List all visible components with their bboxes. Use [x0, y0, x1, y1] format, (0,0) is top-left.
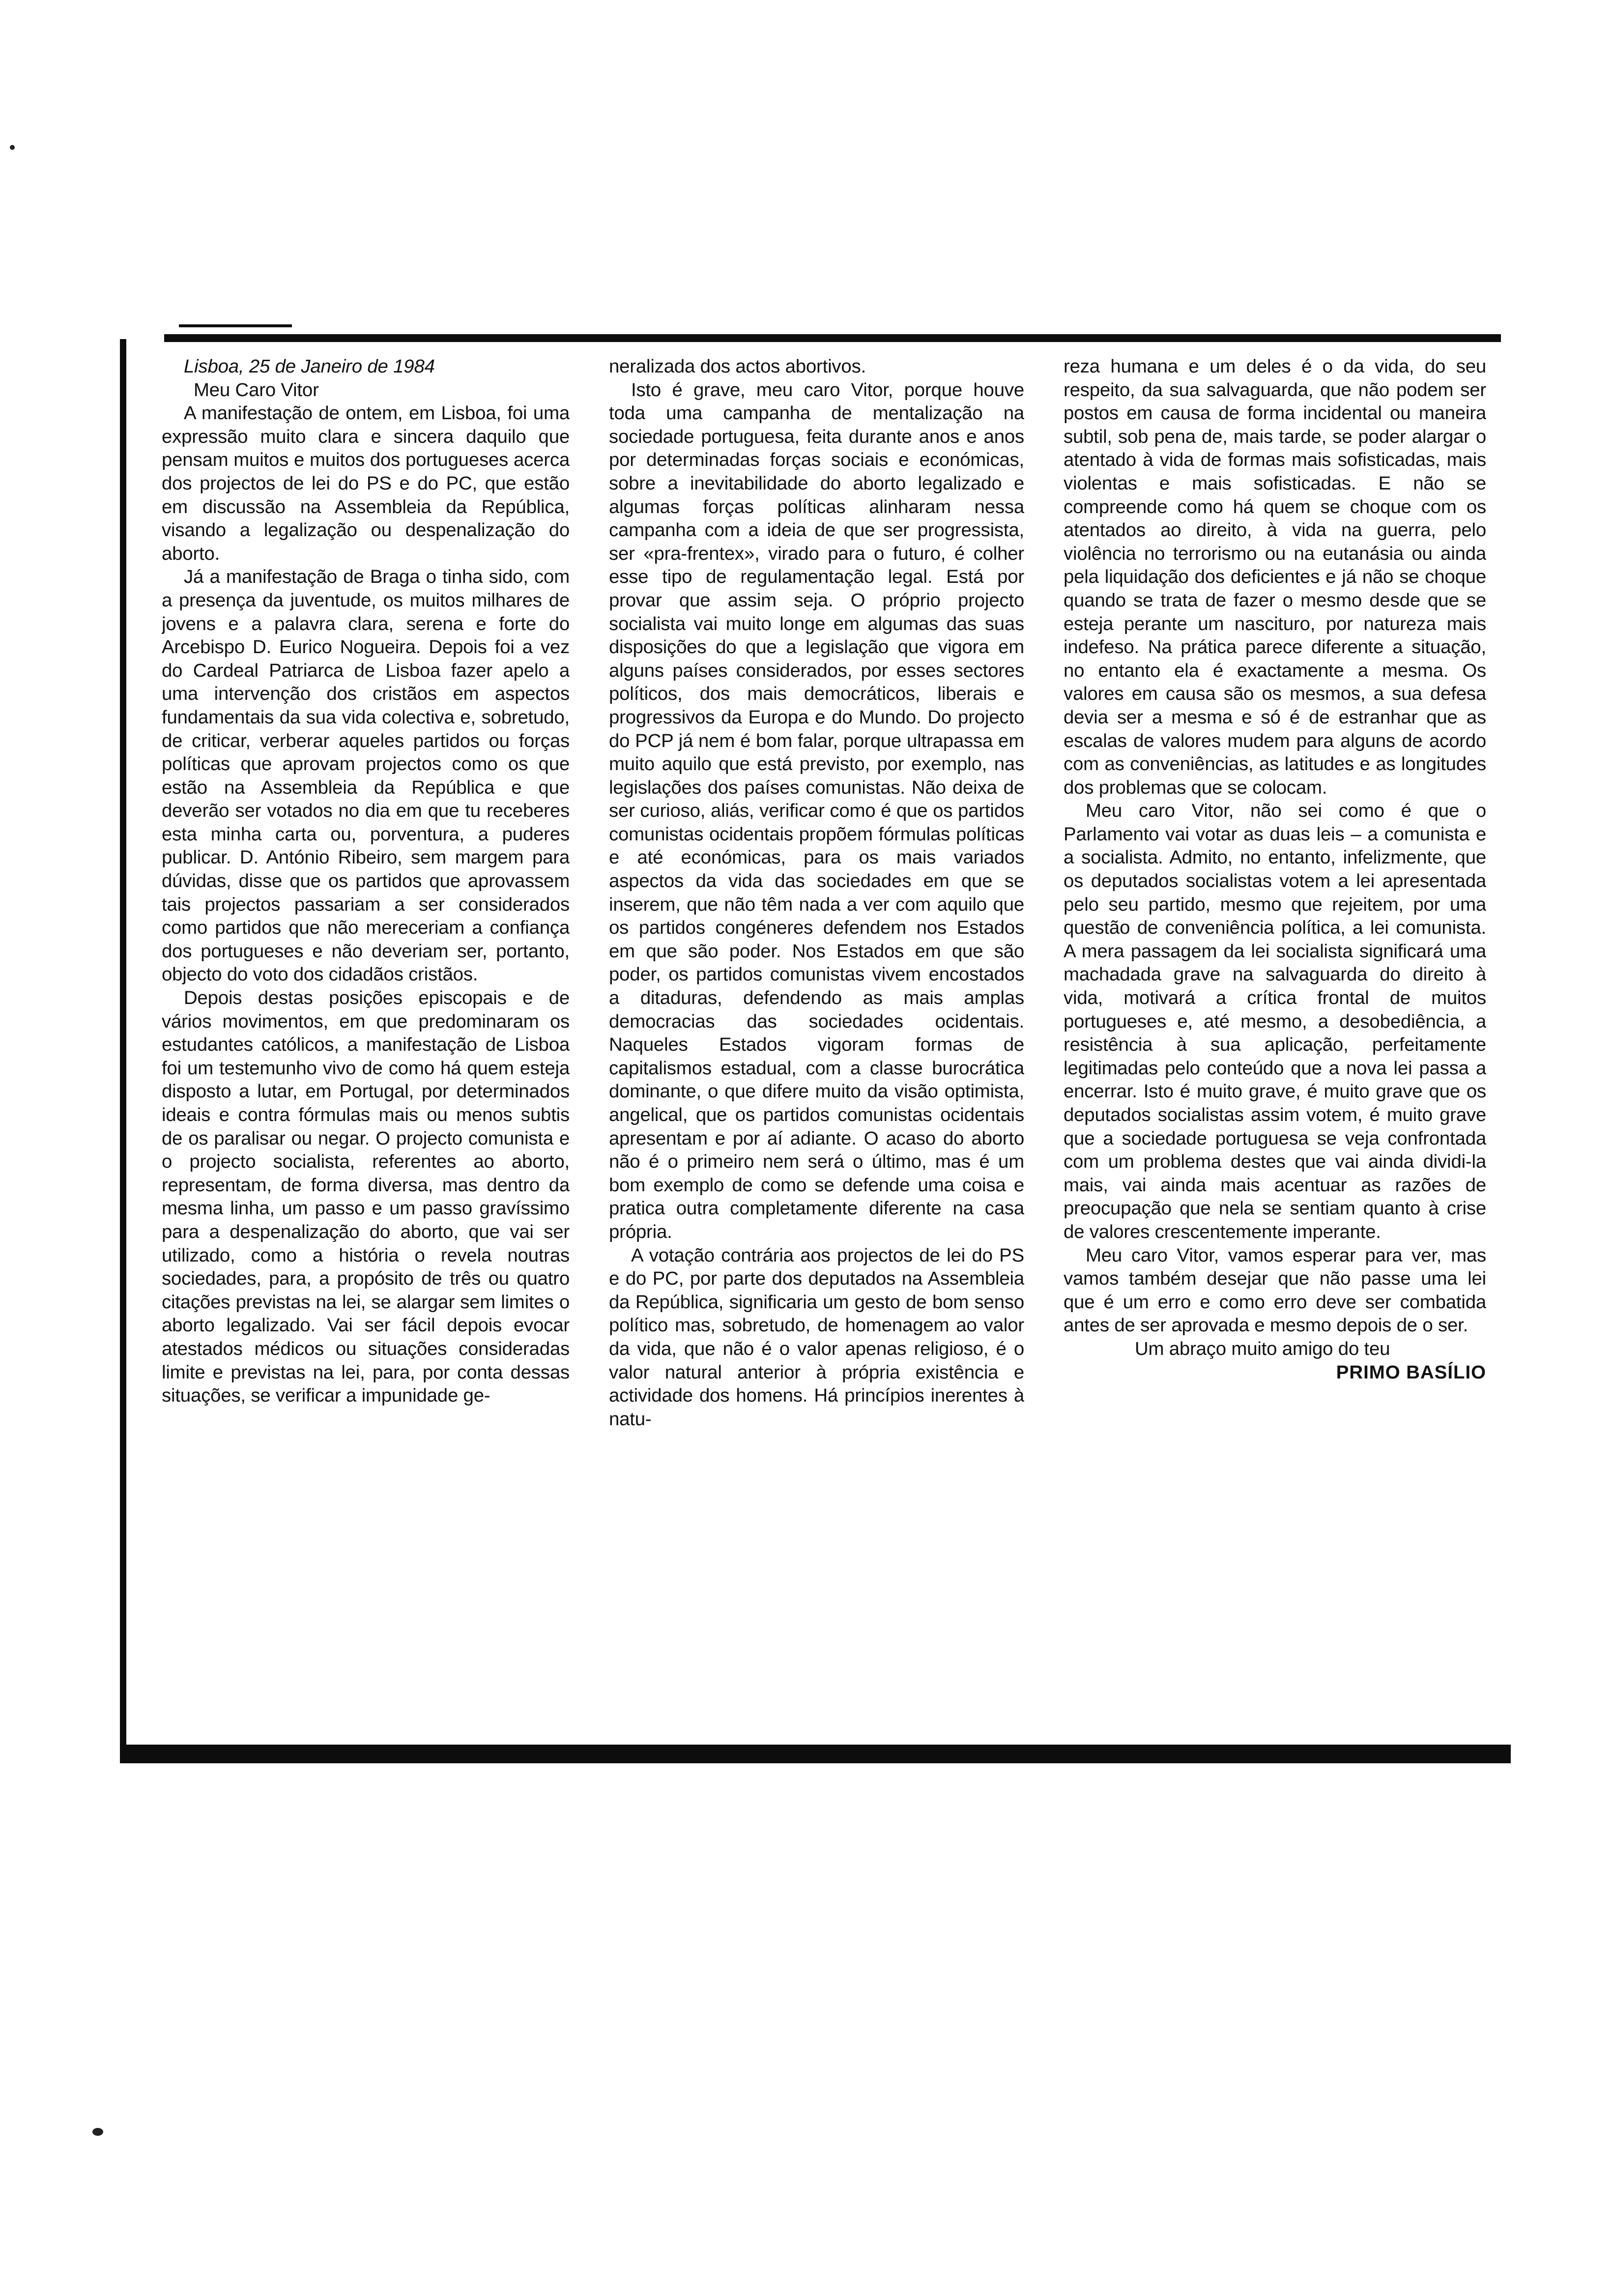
paragraph: Meu caro Vitor, não sei como é que o Parlamento vai votar as duas leis – a comunista e a socialista. Admito, no entanto, infelizmente, que os deputados socialistas votem a lei apresentada pelo seu partido, mesmo que rejeitem, por uma questão de conveniência política, a lei comunista. A mera passagem da lei socialista significará uma machadada grave na salvaguarda do direito à vida, motivará a crítica frontal de muitos portugueses e, até mesmo, a desobediência, a resistência à sua aplicação, perfeitamente legitimadas pelo conteúdo que a nova lei passa a encerrar. Isto é muito grave, é muito grave que os deputados socialistas assim votem, é muito grave que a sociedade portuguesa se veja confrontada com um problema destes que vai ainda dividi-la mais, vai ainda mais acentuar as razões de preocupação que nela se sentiam quanto à crise de valores crescentemente imperante.: [1064, 800, 1486, 1242]
article-column-1: [162, 355, 570, 1736]
paragraph-continued: neralizada dos actos abortivos.: [609, 356, 866, 377]
paragraph-continued: reza humana e um deles é o da vida, do seu respeito, da sua salvaguarda, que não podem ser postos em causa de forma incidental ou maneira subtil, sob pena de, mais tarde, se poder alargar o atentado à vida de formas mais sofisticadas, mais violentas e mais sofisticadas. E não se compreende como há quem se choque com os atentados ao direito, à vida na guerra, pelo violência no terrorismo ou na eutanásia ou ainda pela liquidação dos deficientes e já não se choque quando se trata de fazer o mesmo desde que se esteja perante um nascituro, por natureza mais indefeso. Na prática parece diferente a situação, no entanto ela é exactamente a mesma. Os valores em causa são os mesmos, a sua defesa devia ser a mesma e só é de estranhar que as escalas de valores mudem para alguns de acordo com as conveniências, as latitudes e as longitudes dos problemas que se colocam.: [1064, 356, 1486, 798]
closing: Um abraço muito amigo do teu: [1135, 1338, 1390, 1359]
paragraph: Já a manifestação de Braga o tinha sido, com a presença da juventude, os muitos milhares de jovens e a palavra clara, serena e forte do Arcebispo D. Eurico Nogueira. Depois foi a vez do Cardeal Patriarca de Lisboa fazer apelo a uma intervenção dos cristãos em aspectos fundamentais da sua vida colectiva e, sobretudo, de criticar, verberar aqueles partidos ou forças políticas que aprovam projectos como os que estão na Assembleia da República e que deverão ser votados no dia em que tu receberes esta minha carta ou, porventura, a puderes publicar. D. António Ribeiro, sem margem para dúvidas, disse que os partidos que aprovassem tais projectos passariam a ser considerados como partidos que não mereceriam a confiança dos portugueses e não deveriam ser, portanto, objecto do voto dos cidadãos cristãos.: [162, 566, 570, 985]
top-rule-accent: [179, 324, 292, 327]
article-column-2: [609, 355, 1024, 1736]
greeting: Meu Caro Vitor: [194, 379, 319, 401]
signature: PRIMO BASÍLIO: [1336, 1361, 1486, 1383]
scan-speck: [10, 145, 15, 150]
bottom-rule: [120, 1745, 1511, 1763]
article-column-3: [1064, 355, 1486, 1736]
paragraph: Meu caro Vitor, vamos esperar para ver, mas vamos também desejar que não passe uma lei que é um erro e como erro deve ser combatida antes de ser aprovada e mesmo depois de o ser.: [1064, 1244, 1486, 1336]
paragraph: A votação contrária aos projectos de lei do PS e do PC, por parte dos deputados na Assembleia da República, significaria um gesto de bom senso político mas, sobretudo, de homenagem ao valor da vida, que não é o valor apenas religioso, é o valor natural anterior à própria existência e actividade dos homens. Há princípios inerentes à natu-: [609, 1244, 1024, 1430]
top-rule: [164, 334, 1501, 342]
newspaper-clipping: [120, 324, 1511, 1769]
left-rule: [120, 339, 126, 1745]
paragraph: Isto é grave, meu caro Vitor, porque houve toda uma campanha de mentalização na sociedade portuguesa, feita durante anos e anos por determinadas forças sociais e económicas, sobre a inevitabilidade do aborto legalizado e algumas forças políticas alinharam nessa campanha com a ideia de que ser progressista, ser «pra-frentex», virado para o futuro, é colher esse tipo de regulamentação legal. Está por provar que assim seja. O próprio projecto socialista vai muito longe em algumas das suas disposições do que a legislação que vigora em alguns países considerados, por esses sectores políticos, dos mais democráticos, liberais e progressivos da Europa e do Mundo. Do projecto do PCP já nem é bom falar, porque ultrapassa em muito aquilo que está previsto, por exemplo, nas legislações dos países comunistas. Não deixa de ser curioso, aliás, verificar como é que os partidos comunistas ocidentais propõem fórmulas políticas e até económicas, para os mais variados aspectos da vida das sociedades em que se inserem, que não têm nada a ver com aquilo que os partidos congéneres defendem nos Estados em que são poder. Nos Estados em que são poder, os partidos comunistas vivem encostados a ditaduras, defendendo as mais amplas democracias das sociedades ocidentais. Naqueles Estados vigoram formas de capitalismos estadual, com a classe burocrática dominante, o que difere muito da visão optimista, angelical, que os partidos comunistas ocidentais apresentam e por aí adiante. O acaso do aborto não é o primeiro nem será o último, mas é um bom exemplo de como se defende uma coisa e pratica outra completamente diferente na casa própria.: [609, 379, 1024, 1242]
paragraph: A manifestação de ontem, em Lisboa, foi uma expressão muito clara e sincera daquilo que pensam muitos e muitos dos portugueses acerca dos projectos de lei do PS e do PC, que estão em discussão na Assembleia da República, visando a legalização ou despenalização do aborto.: [162, 402, 570, 564]
dateline: Lisboa, 25 de Janeiro de 1984: [184, 356, 435, 377]
paragraph: Depois destas posições episcopais e de vários movimentos, em que predominaram os estudantes católicos, a manifestação de Lisboa foi um testemunho vivo de como há quem esteja disposto a lutar, em Portugal, por determinados ideais e contra fórmulas mais ou menos subtis de os paralisar ou negar. O projecto comunista e o projecto socialista, referentes ao aborto, representam, de forma diversa, mas dentro da mesma linha, um passo e um passo gravíssimo para a despenalização do aborto, que vai ser utilizado, como a história o revela noutras sociedades, para, a propósito de três ou quatro citações previstas na lei, se alargar sem limites o aborto legalizado. Vai ser fácil depois evocar atestados médicos ou situações consideradas limite e previstas na lei, para, por conta dessas situações, se verificar a impunidade ge-: [162, 987, 570, 1406]
scan-speck: [92, 2128, 103, 2136]
